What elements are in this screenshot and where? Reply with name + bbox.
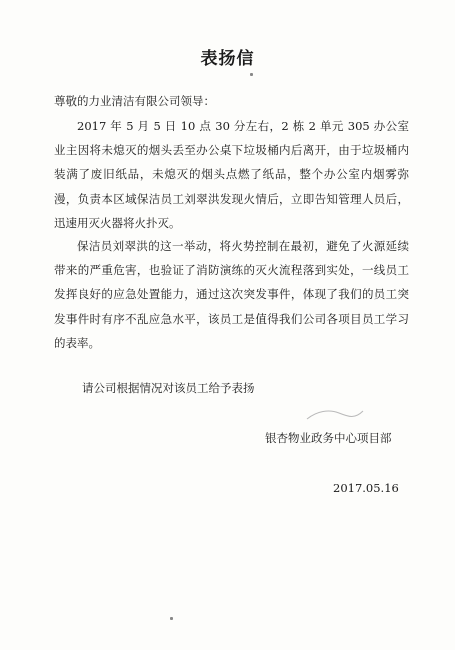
letter-salutation: 尊敬的力业清洁有限公司领导： [54, 94, 215, 108]
letter-request: 请公司根据情况对该员工给予表扬 [82, 381, 255, 395]
letter-paragraph-incident: 2017 年 5 月 5 日 10 点 30 分左右，2 栋 2 单元 305 办公室业主因将未熄灭的烟头丢至办公桌下垃圾桶内后离开，由于垃圾桶内装满了废旧纸品，未熄灭的烟头点燃了纸品，整个办公室内烟雾弥漫，负责本区域保洁员工刘翠洪发现火情后，立即告知管理人员后，迅速用灭火器将火扑灭。 [54, 119, 409, 230]
pen-mark [305, 405, 365, 425]
letter-signature: 银杏物业政务中心项目部 [265, 431, 392, 445]
letter-title: 表扬信 [200, 49, 255, 69]
paper-speck [250, 73, 253, 76]
letter-date: 2017.05.16 [333, 481, 399, 495]
paper-speck [170, 617, 173, 620]
letter-paragraph-commendation: 保洁员刘翠洪的这一举动，将火势控制在最初，避免了火源延续带来的严重危害，也验证了消防演练的灭火流程落到实处，一线员工发挥良好的应急处置能力，通过这次突发事件，体现了我们的员工突发事件时有序不乱应急水平，该员工是值得我们公司各项目员工学习的表率。 [54, 239, 409, 350]
